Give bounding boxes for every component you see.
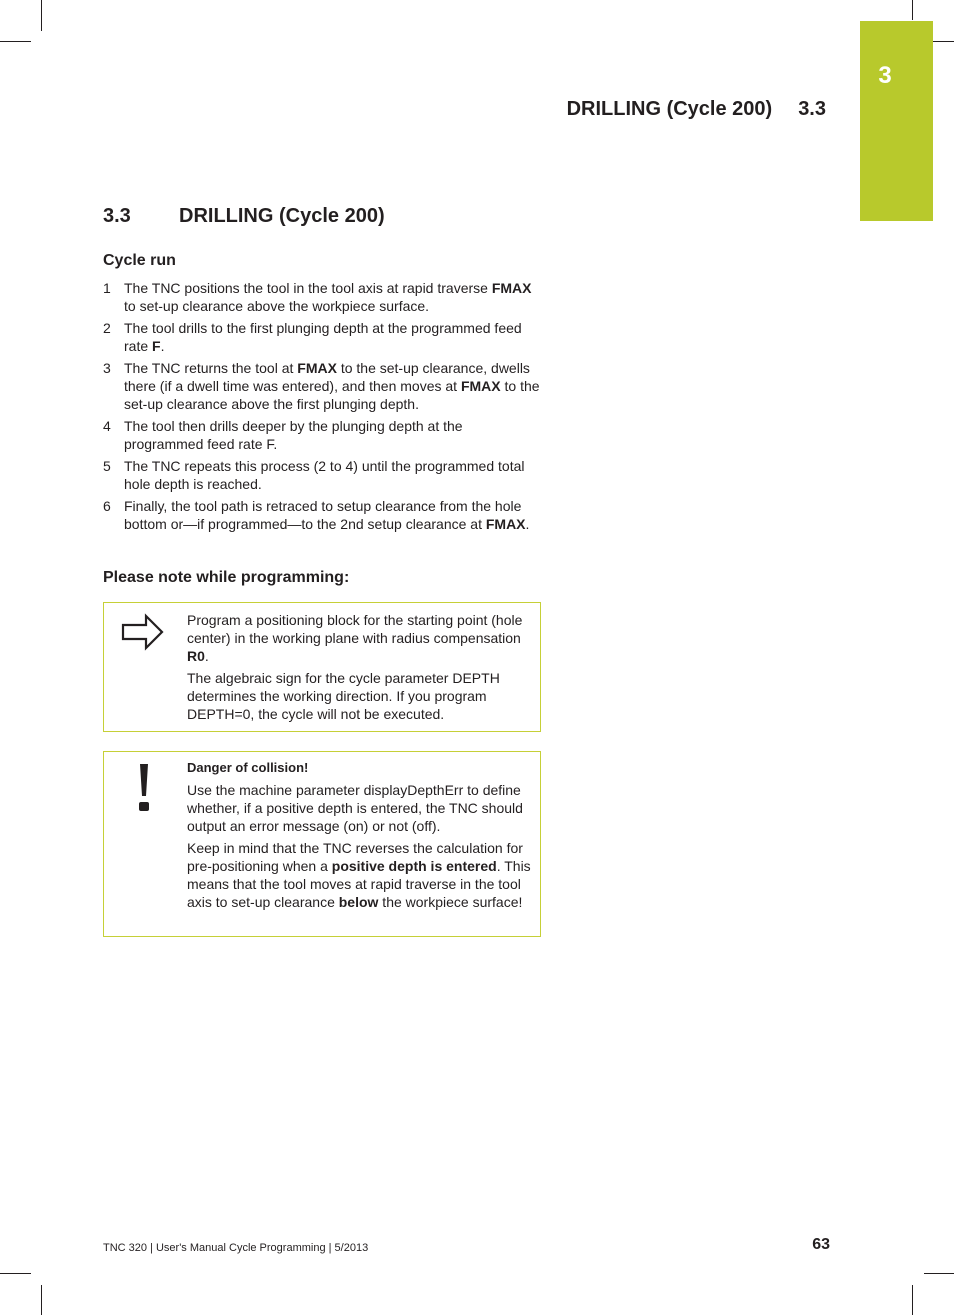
arrow-right-icon xyxy=(120,612,170,652)
section-title-text: DRILLING (Cycle 200) xyxy=(179,205,385,227)
crop-mark xyxy=(912,1285,913,1315)
chapter-tab xyxy=(860,21,933,221)
step-text: Finally, the tool path is retraced to setup clearance from the hole bottom or—if programmed—to the 2nd setup clearance at FMAX. xyxy=(124,498,530,532)
step-number: 4 xyxy=(103,418,111,434)
list-item xyxy=(103,319,543,355)
step-number: 6 xyxy=(103,498,111,514)
list-item xyxy=(103,497,543,533)
step-text: The tool drills to the first plunging depth at the programmed feed rate F. xyxy=(124,320,522,354)
step-number: 3 xyxy=(103,360,111,376)
step-number: 1 xyxy=(103,280,111,296)
cycle-run-heading: Cycle run xyxy=(103,252,176,269)
crop-mark xyxy=(0,41,31,42)
list-item xyxy=(103,417,543,453)
crop-mark xyxy=(924,1273,954,1274)
crop-mark xyxy=(0,1273,31,1274)
section-title xyxy=(103,205,385,228)
section-number: 3.3 xyxy=(103,205,131,227)
step-text: The TNC positions the tool in the tool axis at rapid traverse FMAX to set-up clearance above the workpiece surface. xyxy=(124,280,532,314)
step-number: 2 xyxy=(103,320,111,336)
list-item xyxy=(103,457,543,493)
page-number: 63 xyxy=(812,1236,830,1253)
note-box xyxy=(103,602,541,732)
warning-title: Danger of collision! xyxy=(187,760,309,775)
footer-text: TNC 320 | User's Manual Cycle Programming | 5/2013 xyxy=(103,1242,369,1254)
running-head-number: 3.3 xyxy=(798,98,826,120)
warning-paragraph: Keep in mind that the TNC reverses the calculation for pre-positioning when a positive depth is entered. This means that the tool moves at rapid traverse in the tool axis to set-up clearance below the workpiece surface! xyxy=(187,840,531,910)
cycle-run-steps xyxy=(103,279,543,537)
warning-paragraph: Use the machine parameter displayDepthErr to define whether, if a positive depth is entered, the TNC should output an error message (on) or not (off). xyxy=(187,782,523,834)
warning-box xyxy=(103,751,541,937)
running-head xyxy=(480,98,826,121)
note-paragraph: The algebraic sign for the cycle parameter DEPTH determines the working direction. If you program DEPTH=0, the cycle will not be executed. xyxy=(187,670,500,722)
chapter-number: 3 xyxy=(878,62,892,89)
note-heading: Please note while programming: xyxy=(103,569,350,586)
list-item xyxy=(103,279,543,315)
step-number: 5 xyxy=(103,458,111,474)
list-item xyxy=(103,359,543,413)
step-text: The TNC returns the tool at FMAX to the set-up clearance, dwells there (if a dwell time was entered), and then moves at FMAX to the set-up clearance above the first plunging depth. xyxy=(124,360,540,412)
note-paragraph: Program a positioning block for the starting point (hole center) in the working plane with radius compensation R0. xyxy=(187,612,523,664)
step-text: The TNC repeats this process (2 to 4) until the programmed total hole depth is reached. xyxy=(124,458,525,492)
crop-mark xyxy=(912,0,913,20)
crop-mark xyxy=(41,0,42,31)
exclamation-icon xyxy=(134,762,154,814)
step-text: The tool then drills deeper by the plunging depth at the programmed feed rate F. xyxy=(124,418,463,452)
running-head-title: DRILLING (Cycle 200) xyxy=(566,98,773,120)
crop-mark xyxy=(41,1285,42,1315)
